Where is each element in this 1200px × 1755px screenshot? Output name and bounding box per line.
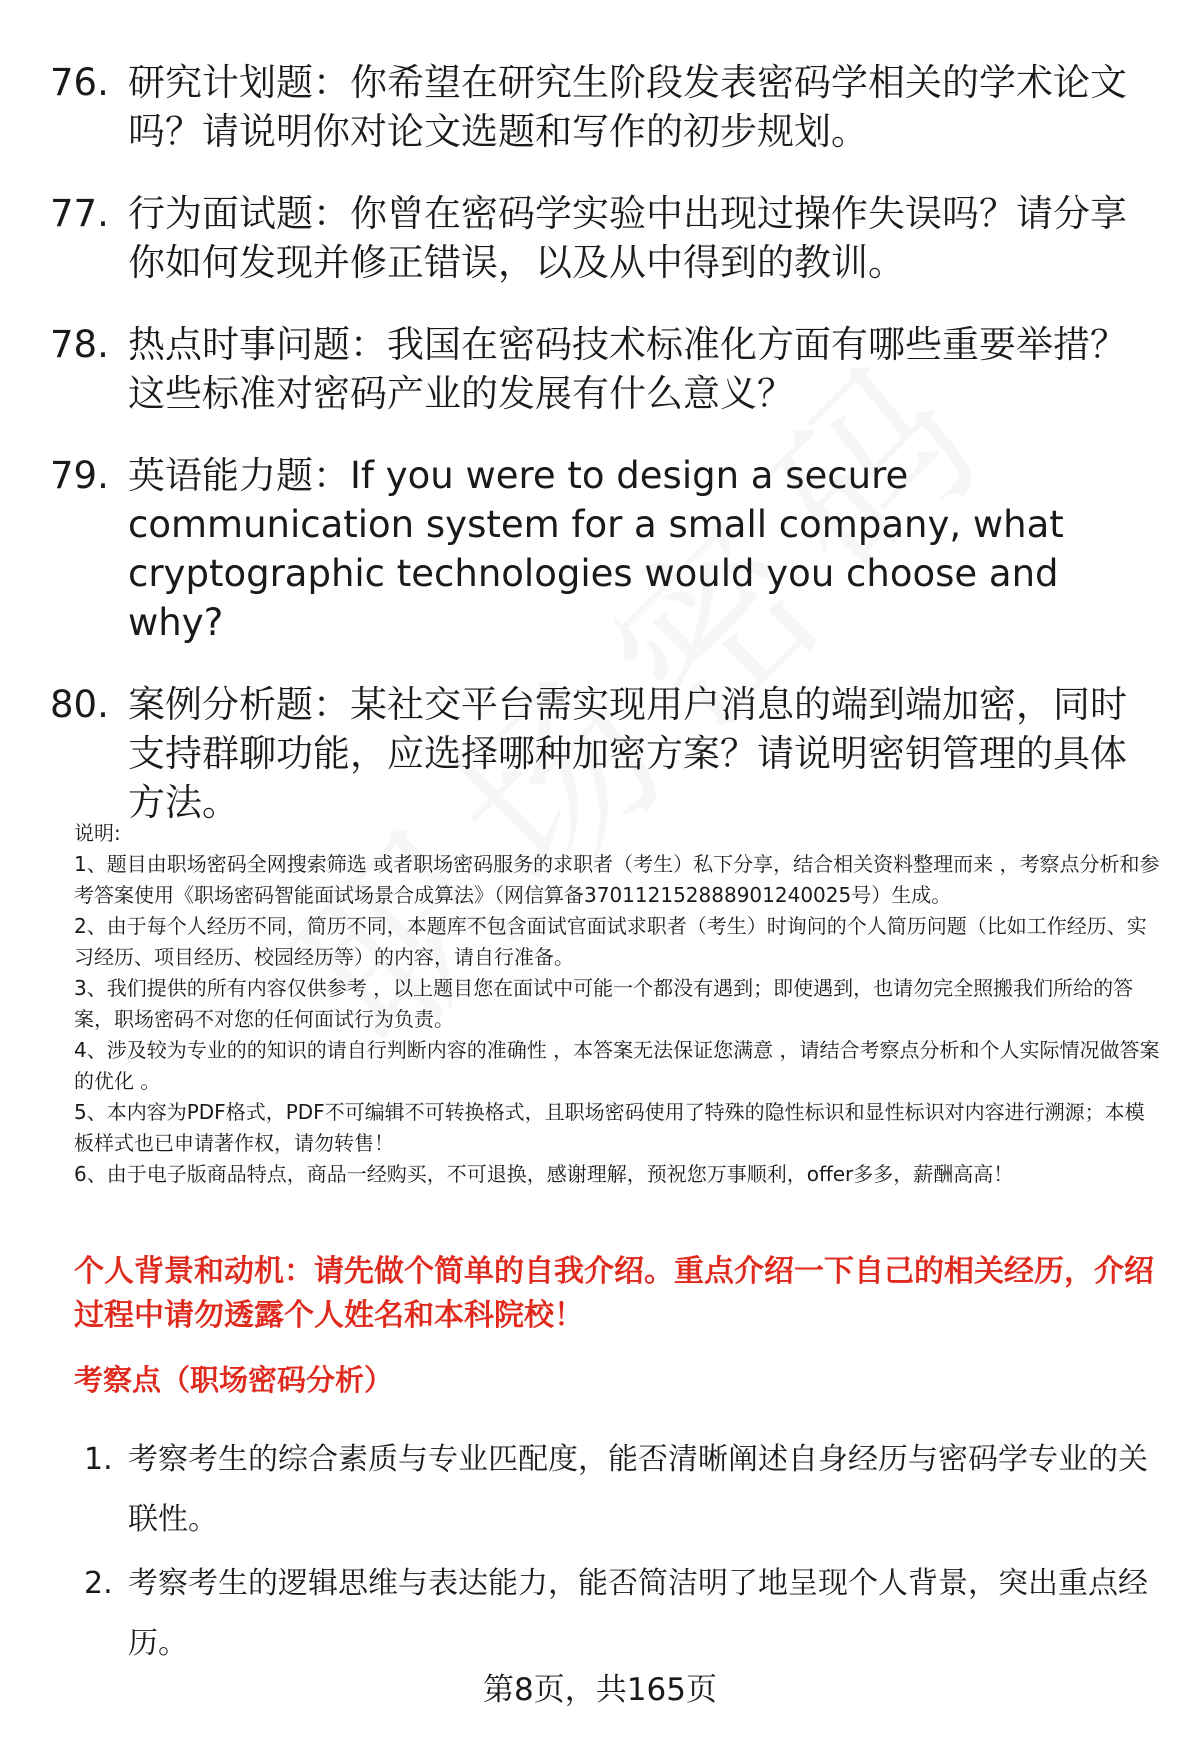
question-list (50, 58, 1160, 860)
analysis-title: 考察点（职场密码分析） (74, 1363, 394, 1397)
analysis-point (84, 1554, 1164, 1674)
question-item (50, 680, 1160, 827)
point-text: 考察考生的综合素质与专业匹配度，能否清晰阐述自身经历与密码学专业的关联性。 (128, 1442, 1148, 1537)
analysis-point-list (84, 1430, 1164, 1678)
question-text: 行为面试题：你曾在密码学实验中出现过操作失误吗？请分享你如何发现并修正错误，以及从中得到的教训。 (128, 192, 1127, 284)
question-number: 78. (50, 323, 109, 366)
question-number: 79. (50, 454, 109, 497)
note-item: 1、题目由职场密码全网搜索筛选 或者职场密码服务的求职者（考生）私下分享，结合相关资料整理而来 ，考察点分析和参考答案使用《职场密码智能面试场景合成算法》（网信算备370112152888901240025号）生成。 (74, 852, 1160, 907)
question-text: 热点时事问题：我国在密码技术标准化方面有哪些重要举措？这些标准对密码产业的发展有什么意义？ (128, 323, 1127, 415)
analysis-point (84, 1430, 1164, 1550)
notes-title: 说明: (74, 821, 121, 845)
question-number: 77. (50, 192, 109, 235)
note-item: 4、涉及较为专业的的知识的请自行判断内容的准确性 ，本答案无法保证您满意 ，请结合考察点分析和个人实际情况做答案的优化 。 (74, 1038, 1160, 1093)
point-number: 2. (84, 1566, 113, 1601)
notes-section (74, 818, 1164, 1190)
question-text: 研究计划题：你希望在研究生阶段发表密码学相关的学术论文吗？请说明你对论文选题和写作的初步规划。 (128, 61, 1127, 153)
note-item: 3、我们提供的所有内容仅供参考 ，以上题目您在面试中可能一个都没有遇到；即使遇到，也请勿完全照搬我们所给的答案，职场密码不对您的任何面试行为负责。 (74, 976, 1134, 1031)
question-number: 76. (50, 61, 109, 104)
question-item (50, 451, 1160, 647)
section-title: 个人背景和动机：请先做个简单的自我介绍。重点介绍一下自己的相关经历，介绍过程中请勿透露个人姓名和本科院校！ (74, 1254, 1154, 1333)
question-item (50, 58, 1160, 156)
point-text: 考察考生的逻辑思维与表达能力，能否简洁明了地呈现个人背景，突出重点经历。 (128, 1566, 1148, 1661)
page-footer: 第8页，共165页 (483, 1672, 717, 1708)
point-number: 1. (84, 1442, 113, 1477)
note-item: 2、由于每个人经历不同，简历不同，本题库不包含面试官面试求职者（考生）时询问的个人简历问题（比如工作经历、实习经历、项目经历、校园经历等）的内容，请自行准备。 (74, 914, 1147, 969)
question-number: 80. (50, 683, 109, 726)
note-item: 6、由于电子版商品特点，商品一经购买，不可退换，感谢理解，预祝您万事顺利，offer多多，薪酬高高！ (74, 1162, 1014, 1186)
note-item: 5、本内容为PDF格式，PDF不可编辑不可转换格式，且职场密码使用了特殊的隐性标识和显性标识对内容进行溯源；本模板样式也已申请著作权，请勿转售！ (74, 1100, 1145, 1155)
question-text: 案例分析题：某社交平台需实现用户消息的端到端加密，同时支持群聊功能，应选择哪种加密方案？请说明密钥管理的具体方法。 (128, 683, 1127, 824)
question-item (50, 320, 1160, 418)
question-text: 英语能力题：If you were to design a secure communication system for a small company, what cryptographic technologies would you choose and why? (128, 454, 1064, 644)
question-item (50, 189, 1160, 287)
